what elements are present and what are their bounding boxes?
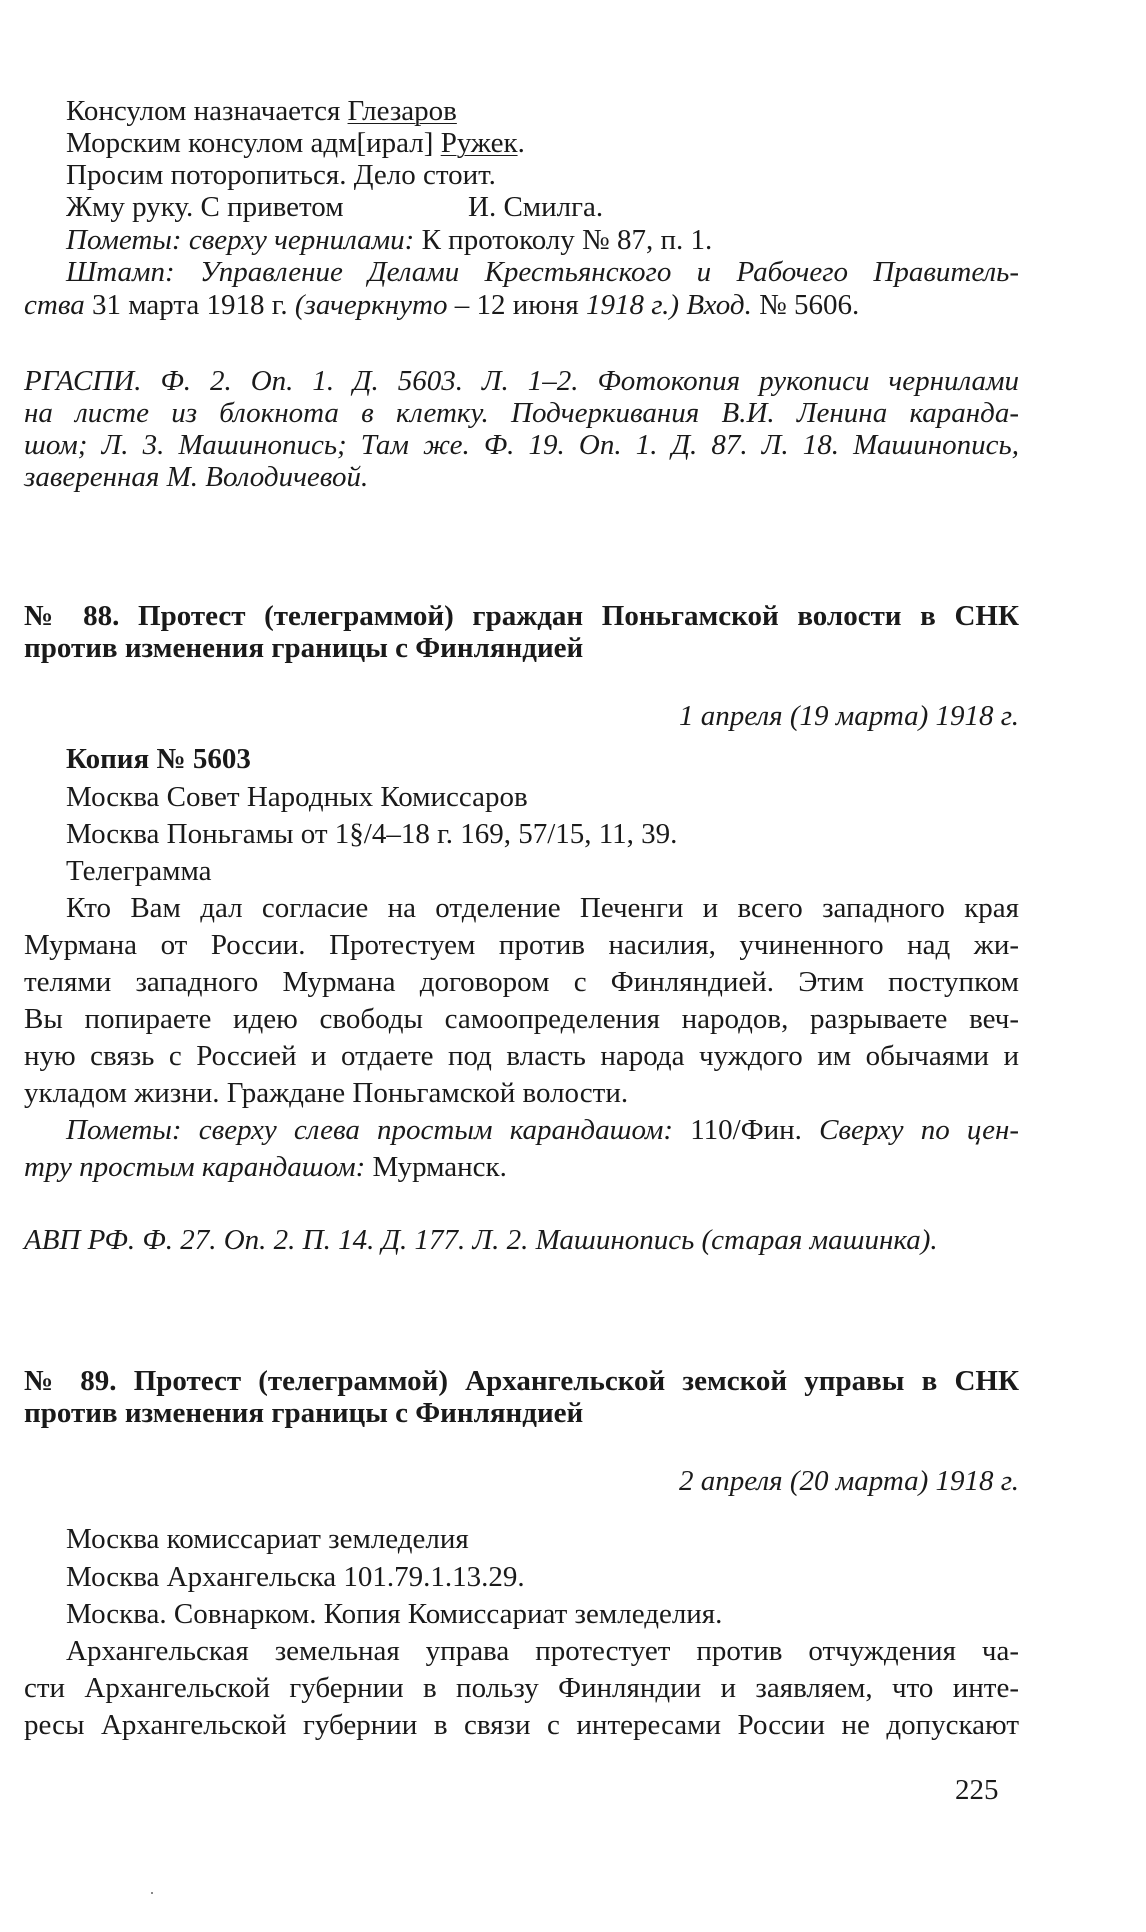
text-span: Жму руку. С приветом xyxy=(66,191,344,223)
text-line: Москва. Совнарком. Копия Комиссариат земледелия. xyxy=(66,1598,723,1630)
underlined-name: Ружек xyxy=(440,127,518,159)
text-span: 1918 г.) Вход. xyxy=(586,289,752,321)
text-span: Мурманск. xyxy=(365,1151,507,1183)
page-number: 225 xyxy=(955,1774,999,1806)
text-span: № 5606. xyxy=(751,289,860,321)
doc-date: 1 апреля (19 марта) 1918 г. xyxy=(679,700,1019,732)
paragraph-line: ную связь с Россией и отдаете под власть народа чуждого им обычаями и xyxy=(24,1040,1019,1072)
paragraph-line: Архангельская земельная управа протестует против отчуждения ча- xyxy=(66,1635,1019,1667)
stamp-line xyxy=(24,287,859,324)
text-span: – 12 июня xyxy=(447,289,586,321)
archive-source-line: РГАСПИ. Ф. 2. Оп. 1. Д. 5603. Л. 1–2. Фотокопия рукописи чернилами xyxy=(24,365,1019,397)
stamp-line xyxy=(66,254,1019,291)
paragraph-line: Вы попираете идею свободы самоопределения народов, разрываете веч- xyxy=(24,1003,1019,1035)
text-span: Консулом назначается xyxy=(66,95,348,127)
marks-label: тру простым карандашом: xyxy=(24,1151,366,1183)
marks-line xyxy=(66,1112,1019,1149)
marks-line xyxy=(24,1149,507,1186)
text-line xyxy=(66,189,344,226)
doc-heading: № 89. Протест (телеграммой) Архангельской земской управы в СНК xyxy=(24,1365,1019,1397)
paragraph-line: ресы Архангельской губернии в связи с интересами России не допускают xyxy=(24,1709,1019,1741)
stamp-label: Штамп: xyxy=(66,256,175,288)
text-line: Москва Архангельска 101.79.1.13.29. xyxy=(66,1561,525,1593)
text-span: 31 марта 1918 г. xyxy=(84,289,295,321)
marks-label: Сверху по цен- xyxy=(819,1114,1019,1146)
marks-label: Пометы: сверху слева простым карандашом: xyxy=(66,1114,674,1146)
text-line: Телеграмма xyxy=(66,855,212,887)
text-span: . xyxy=(517,127,525,159)
text-span: К протоколу № 87, п. 1. xyxy=(414,224,713,256)
paragraph-line: Кто Вам дал согласие на отделение Печенги и всего западного края xyxy=(66,892,1019,924)
signature-line: И. Смилга. xyxy=(468,191,604,223)
underlined-name: Глезаров xyxy=(347,95,457,127)
paragraph-line: Мурмана от России. Протестуем против насилия, учиненного над жи- xyxy=(24,929,1019,961)
doc-heading: против изменения границы с Финляндией xyxy=(24,632,584,664)
paragraph-line: сти Архангельской губернии в пользу Финляндии и заявляем, что инте- xyxy=(24,1672,1019,1704)
doc-heading: против изменения границы с Финляндией xyxy=(24,1397,584,1429)
text-line: Москва комиссариат земледелия xyxy=(66,1523,469,1555)
paragraph-line: укладом жизни. Граждане Поньгамской волости. xyxy=(24,1077,629,1109)
archive-source-line: заверенная М. Володичевой. xyxy=(24,461,369,493)
paragraph-line: телями западного Мурмана договором с Финляндией. Этим поступком xyxy=(24,966,1019,998)
scan-speck xyxy=(151,1892,153,1894)
marks-label: Пометы: сверху чернилами: xyxy=(66,224,415,256)
archive-source-line: на листе из блокнота в клетку. Подчеркивания В.И. Ленина каранда- xyxy=(24,397,1019,429)
doc-date: 2 апреля (20 марта) 1918 г. xyxy=(679,1465,1019,1497)
text-span: Морским консулом адм[ирал] xyxy=(66,127,441,159)
archive-source-line: шом; Л. 3. Машинопись; Там же. Ф. 19. Оп. 1. Д. 87. Л. 18. Машинопись, xyxy=(24,429,1019,461)
text-span: (зачеркнуто xyxy=(294,289,448,321)
doc-heading: № 88. Протест (телеграммой) граждан Поньгамской волости в СНК xyxy=(24,600,1019,632)
stamp-text: Управление Делами Крестьянского и Рабочего Правитель- xyxy=(174,256,1019,288)
text-span: 110/Фин. xyxy=(673,1114,820,1146)
archive-source-line: АВП РФ. Ф. 27. Оп. 2. П. 14. Д. 177. Л. 2. Машинопись (старая машинка). xyxy=(24,1224,938,1256)
text-span: ства xyxy=(24,289,85,321)
text-line: Москва Поньгамы от 1§/4–18 г. 169, 57/15, 11, 39. xyxy=(66,818,678,850)
text-line: Просим поторопиться. Дело стоит. xyxy=(66,159,496,191)
copy-number: Копия № 5603 xyxy=(66,743,251,775)
text-line: Москва Совет Народных Комиссаров xyxy=(66,781,528,813)
